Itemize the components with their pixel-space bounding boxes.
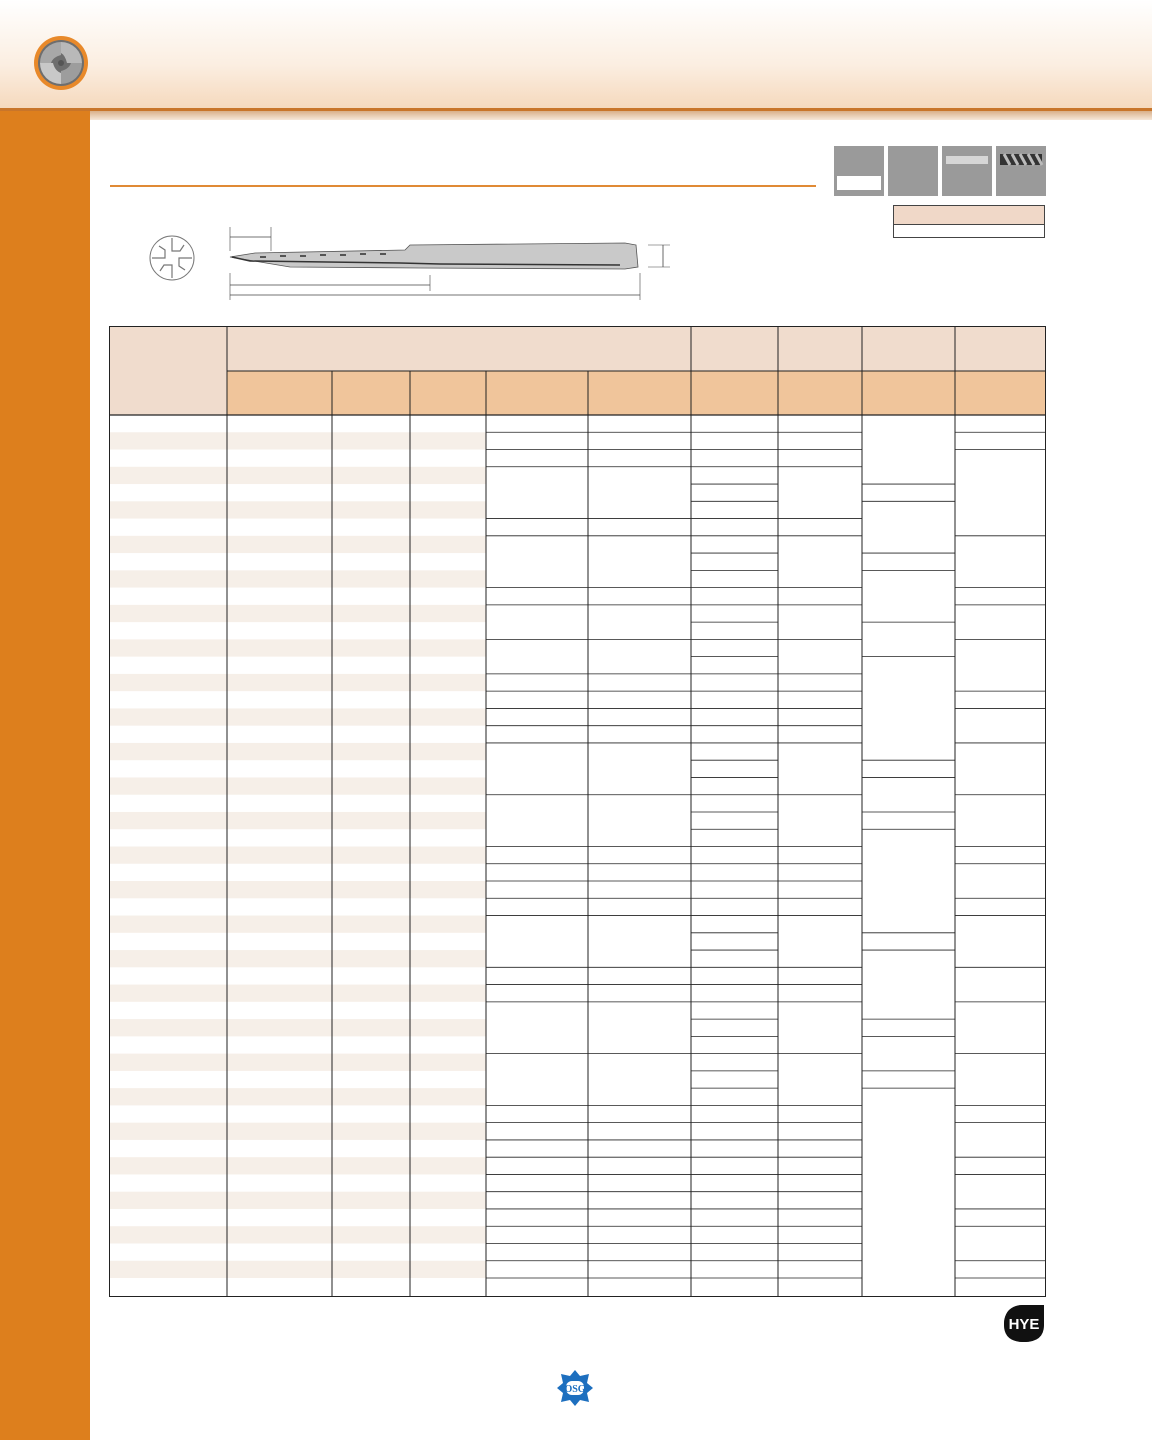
table-row-stripe (110, 708, 486, 725)
osg-logo-label: OSG (564, 1384, 586, 1395)
table-row-stripe (110, 1261, 486, 1278)
hye-badge-label: HYE (1008, 1316, 1040, 1333)
table-row-stripe (110, 847, 486, 864)
table-row-stripe (110, 1192, 486, 1209)
table-row-stripe (110, 674, 486, 691)
table-row-stripe (110, 639, 486, 656)
table-row-stripe (110, 570, 486, 587)
table-row-stripe (110, 916, 486, 933)
table-row-stripe (110, 812, 486, 829)
table-row-stripe (110, 1157, 486, 1174)
spec-tiles (834, 146, 1046, 196)
header-row-2-right (691, 371, 1046, 415)
table-row-stripe (110, 467, 486, 484)
left-accent-bar (0, 111, 90, 1440)
table-row-stripe (110, 1123, 486, 1140)
legend-box-header (894, 206, 1044, 225)
spec-table-grid (110, 327, 1046, 1297)
table-row-stripe (110, 432, 486, 449)
header-shadow (0, 111, 1152, 120)
tile-4 (996, 146, 1046, 196)
table-row-stripe (110, 1019, 486, 1036)
table-row-stripe (110, 1054, 486, 1071)
table-row-stripe (110, 1226, 486, 1243)
tile-2 (888, 146, 938, 196)
title-rule (110, 185, 816, 187)
table-row-stripe (110, 501, 486, 518)
table-row-stripe (110, 777, 486, 794)
spec-table (109, 326, 1046, 1297)
tile-1 (834, 146, 884, 196)
table-row-stripe (110, 743, 486, 760)
header-stub-cell (110, 327, 227, 415)
header-row-1 (110, 327, 1046, 371)
table-row-stripe (110, 950, 486, 967)
hye-badge (1004, 1305, 1044, 1342)
tile-3 (942, 146, 992, 196)
osg-logo-icon (555, 1368, 595, 1408)
endmill-cross-section-badge-icon (33, 35, 89, 91)
page-header (0, 0, 1152, 111)
table-row-stripe (110, 536, 486, 553)
table-row-stripe (110, 1088, 486, 1105)
table-row-stripe (110, 985, 486, 1002)
hatch-icon (996, 146, 1046, 196)
table-row-stripe (110, 881, 486, 898)
tool-drawing (140, 215, 700, 320)
legend-box (893, 205, 1045, 238)
table-row-stripe (110, 605, 486, 622)
cross-section-icon (150, 236, 194, 280)
